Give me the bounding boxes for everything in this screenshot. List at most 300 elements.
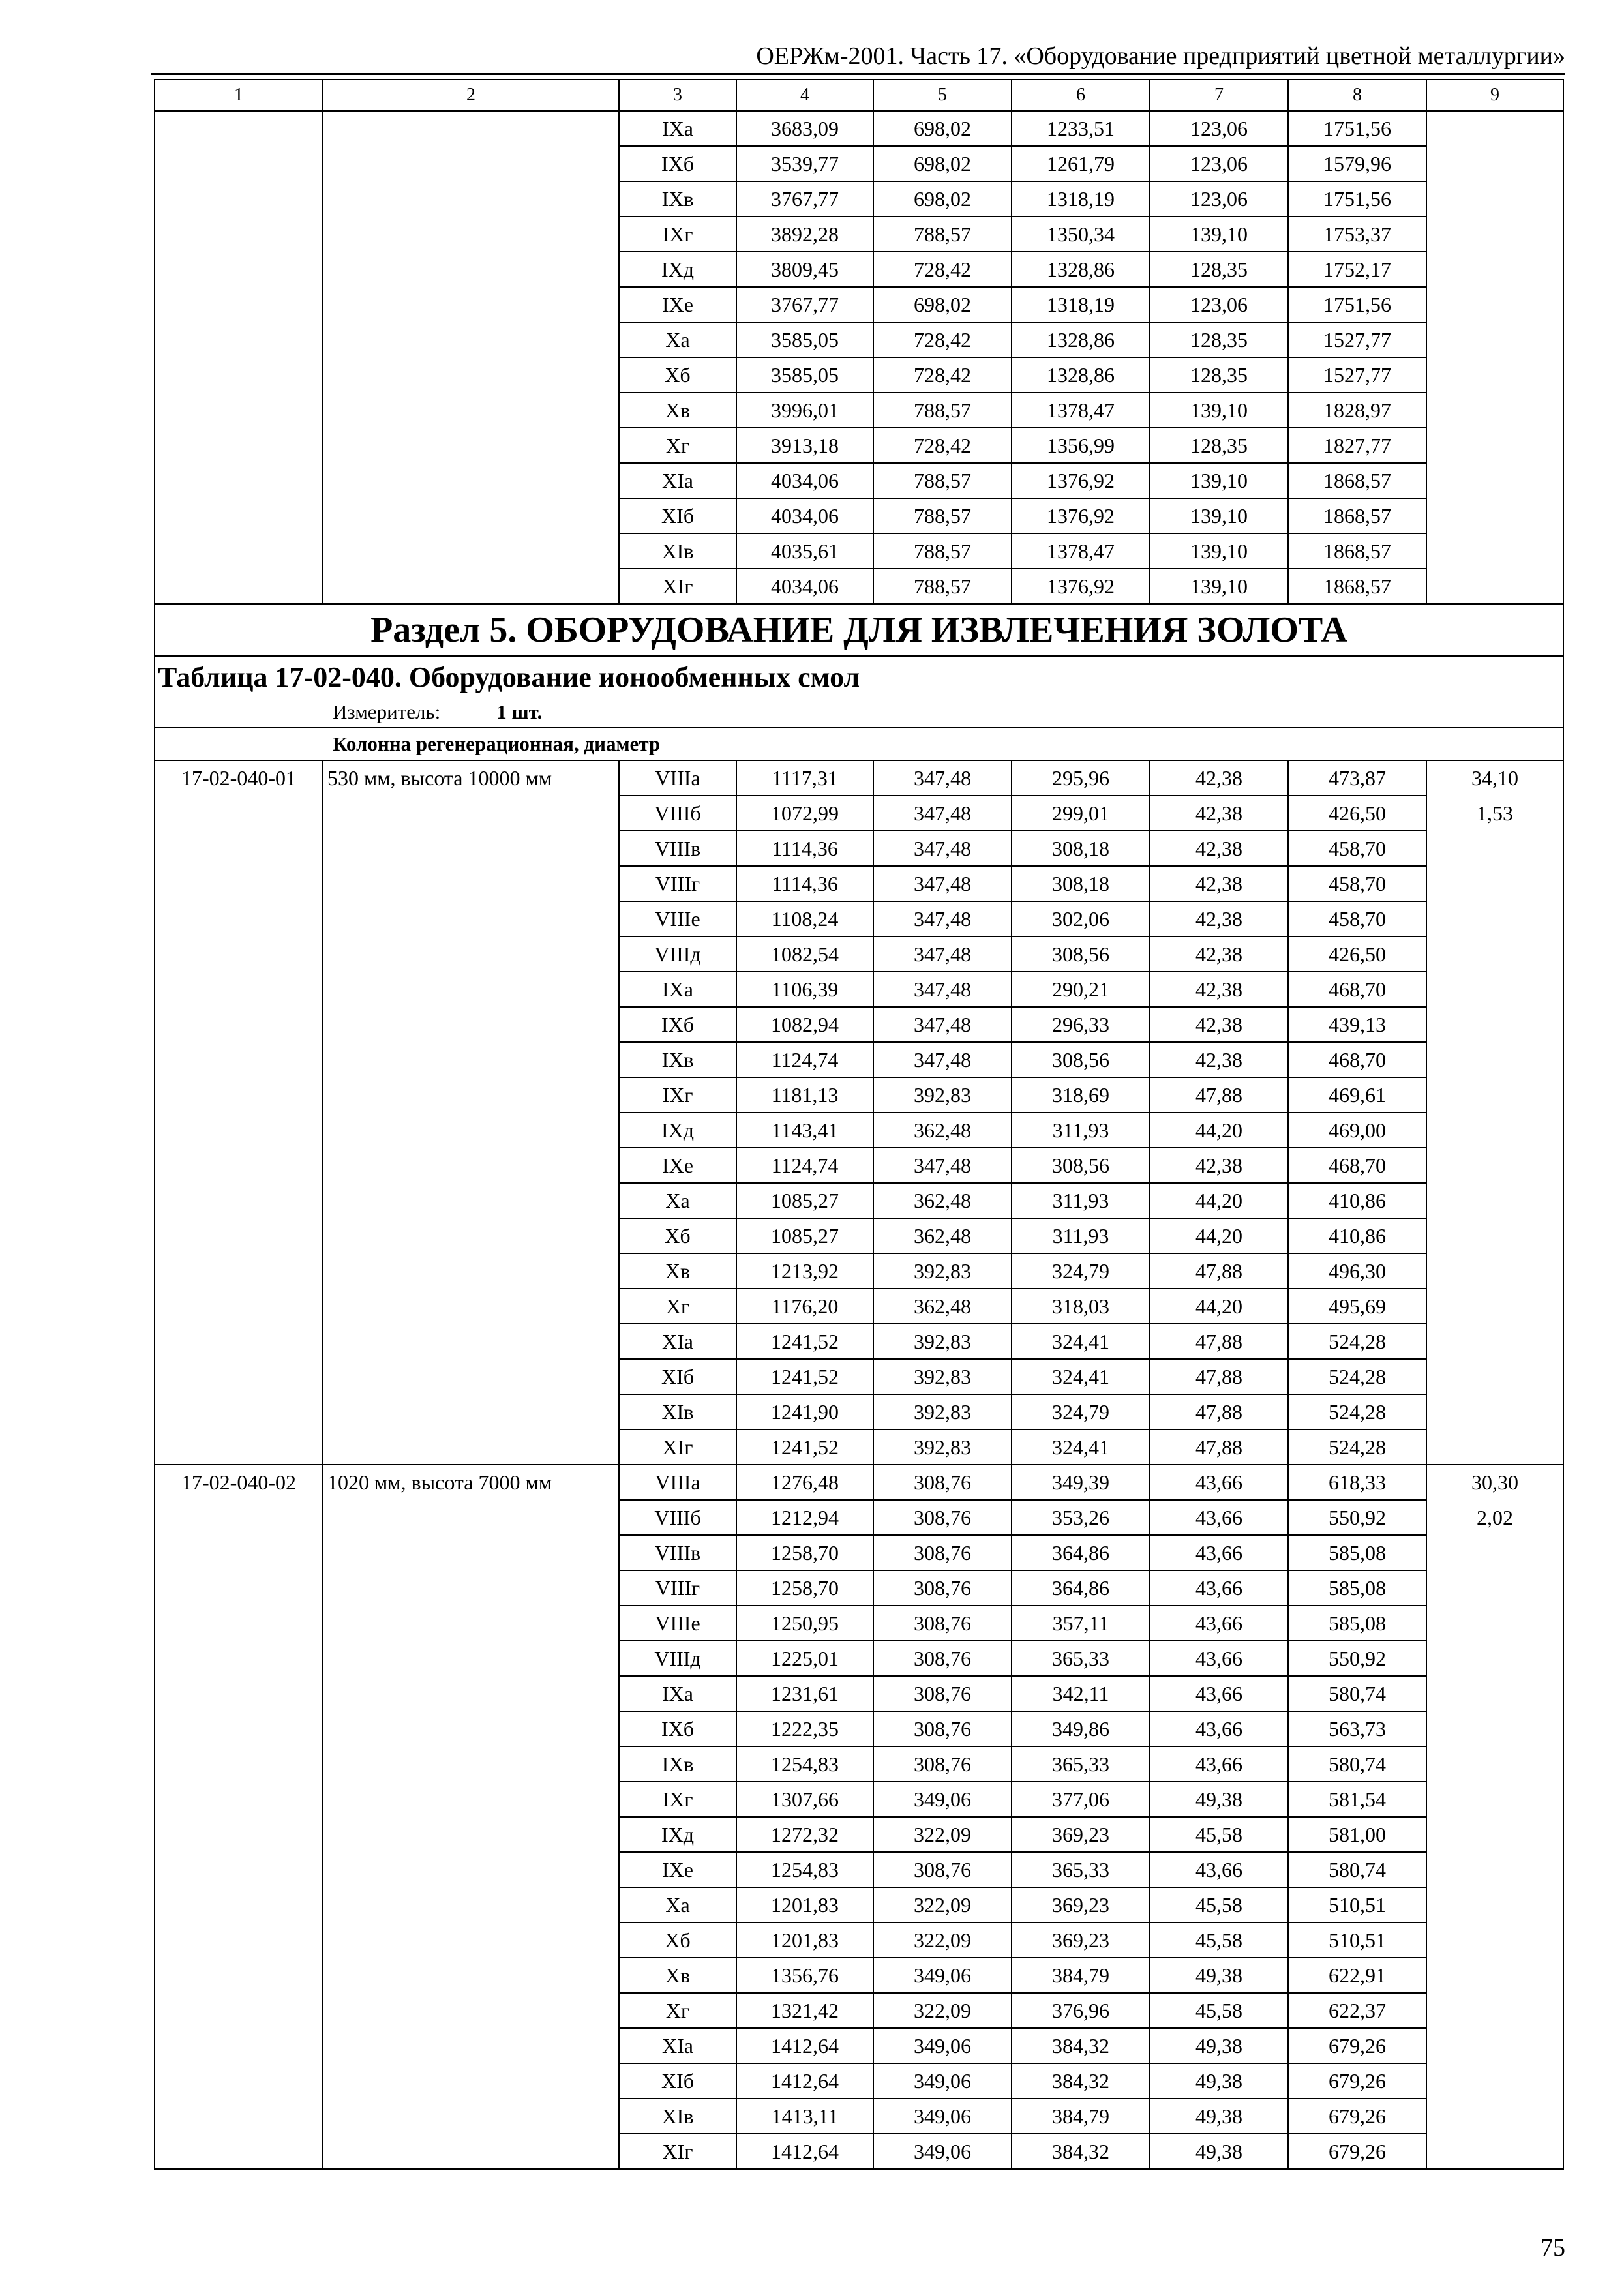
code-cell [155,1500,323,1535]
cost-cell: 1261,79 [1012,146,1150,181]
table-row [155,936,1563,972]
cost-cell: 47,88 [1150,1359,1288,1394]
cost-cell: 349,06 [873,1782,1012,1817]
zone-cell: Xг [619,1289,736,1324]
extra-cell [1426,1218,1563,1253]
extra-cell [1426,322,1563,357]
extra-cell [1426,428,1563,463]
cost-cell: 1085,27 [736,1183,873,1218]
column-number: 8 [1288,80,1426,111]
extra-cell [1426,1676,1563,1711]
cost-cell: 308,76 [873,1500,1012,1535]
cost-cell: 1258,70 [736,1570,873,1606]
zone-cell: XIв [619,2099,736,2134]
extra-cell [1426,181,1563,217]
name-cell [323,1218,619,1253]
table-row [155,2134,1563,2169]
cost-cell: 49,38 [1150,2099,1288,2134]
cost-cell: 49,38 [1150,2134,1288,2169]
name-cell [323,111,619,146]
cost-cell: 4035,61 [736,533,873,569]
cost-cell: 1868,57 [1288,569,1426,604]
table-row [155,1289,1563,1324]
cost-cell: 362,48 [873,1113,1012,1148]
code-cell [155,1007,323,1042]
code-cell [155,393,323,428]
cost-cell: 550,92 [1288,1641,1426,1676]
cost-cell: 342,11 [1012,1676,1150,1711]
extra-cell [1426,1042,1563,1077]
cost-cell: 1108,24 [736,901,873,936]
cost-cell: 308,76 [873,1711,1012,1746]
cost-cell: 622,37 [1288,1993,1426,2028]
zone-cell: VIIIв [619,831,736,866]
name-cell [323,357,619,393]
cost-cell: 139,10 [1150,463,1288,498]
cost-cell: 308,56 [1012,1042,1150,1077]
extra-cell [1426,1817,1563,1852]
cost-cell: 43,66 [1150,1465,1288,1500]
cost-cell: 349,06 [873,2134,1012,2169]
extra-cell [1426,1077,1563,1113]
table-row [155,1606,1563,1641]
extra-cell [1426,2028,1563,2063]
cost-cell: 563,73 [1288,1711,1426,1746]
name-cell [323,1782,619,1817]
table-row [155,1641,1563,1676]
cost-cell: 362,48 [873,1183,1012,1218]
code-cell [155,428,323,463]
zone-cell: XIа [619,1324,736,1359]
zone-cell: IXб [619,1711,736,1746]
cost-cell: 139,10 [1150,569,1288,604]
table-row [155,1007,1563,1042]
table-row [155,1394,1563,1429]
cost-cell: 349,06 [873,2099,1012,2134]
name-cell [323,901,619,936]
zone-cell: IXг [619,1077,736,1113]
cost-cell: 1201,83 [736,1922,873,1958]
code-cell [155,2134,323,2169]
name-cell [323,1817,619,1852]
cost-cell: 1376,92 [1012,463,1150,498]
cost-cell: 585,08 [1288,1606,1426,1641]
cost-cell: 1378,47 [1012,533,1150,569]
cost-cell: 1318,19 [1012,287,1150,322]
name-cell [323,1324,619,1359]
name-cell [323,1007,619,1042]
cost-cell: 1106,39 [736,972,873,1007]
table-row [155,1253,1563,1289]
cost-cell: 349,39 [1012,1465,1150,1500]
cost-cell: 42,38 [1150,1007,1288,1042]
extra-cell [1426,1782,1563,1817]
cost-cell: 308,76 [873,1570,1012,1606]
code-cell [155,1113,323,1148]
name-cell [323,831,619,866]
code-cell [155,901,323,936]
cost-cell: 510,51 [1288,1922,1426,1958]
cost-cell: 322,09 [873,1993,1012,2028]
name-cell [323,1359,619,1394]
column-number-row [155,80,1563,111]
extra-cell [1426,1113,1563,1148]
cost-cell: 580,74 [1288,1746,1426,1782]
cost-cell: 788,57 [873,533,1012,569]
cost-cell: 1318,19 [1012,181,1150,217]
cost-cell: 788,57 [873,217,1012,252]
cost-cell: 1250,95 [736,1606,873,1641]
table-row [155,831,1563,866]
cost-cell: 524,28 [1288,1394,1426,1429]
cost-cell: 698,02 [873,146,1012,181]
cost-cell: 347,48 [873,901,1012,936]
cost-cell: 679,26 [1288,2063,1426,2099]
extra-cell: 2,02 [1426,1500,1563,1535]
name-cell [323,463,619,498]
cost-cell: 458,70 [1288,901,1426,936]
cost-cell: 1241,90 [736,1394,873,1429]
cost-cell: 4034,06 [736,569,873,604]
cost-cell: 42,38 [1150,1148,1288,1183]
cost-cell: 123,06 [1150,287,1288,322]
cost-cell: 47,88 [1150,1253,1288,1289]
cost-cell: 139,10 [1150,533,1288,569]
code-cell [155,1606,323,1641]
cost-cell: 510,51 [1288,1887,1426,1922]
cost-cell: 1085,27 [736,1218,873,1253]
table-row [155,217,1563,252]
cost-cell: 47,88 [1150,1394,1288,1429]
cost-cell: 524,28 [1288,1324,1426,1359]
running-header: ОЕРЖм-2001. Часть 17. «Оборудование предприятий цветной металлургии» [756,42,1565,70]
zone-cell: VIIIе [619,901,736,936]
code-cell [155,146,323,181]
cost-cell: 585,08 [1288,1535,1426,1570]
cost-cell: 3585,05 [736,357,873,393]
cost-cell: 365,33 [1012,1852,1150,1887]
name-cell [323,2134,619,2169]
cost-cell: 362,48 [873,1289,1012,1324]
cost-cell: 1868,57 [1288,498,1426,533]
cost-cell: 1143,41 [736,1113,873,1148]
code-cell [155,796,323,831]
cost-cell: 290,21 [1012,972,1150,1007]
cost-cell: 1412,64 [736,2028,873,2063]
table-row [155,1324,1563,1359]
extra-cell [1426,1394,1563,1429]
table-row [155,252,1563,287]
page-number: 75 [1541,2234,1565,2262]
cost-cell: 47,88 [1150,1324,1288,1359]
cost-cell: 468,70 [1288,1042,1426,1077]
code-cell: 17-02-040-01 [155,760,323,796]
extra-cell [1426,1852,1563,1887]
zone-cell: XIб [619,2063,736,2099]
cost-cell: 347,48 [873,760,1012,796]
cost-cell: 1579,96 [1288,146,1426,181]
cost-cell: 1827,77 [1288,428,1426,463]
cost-cell: 1321,42 [736,1993,873,2028]
cost-cell: 49,38 [1150,1958,1288,1993]
cost-cell: 469,00 [1288,1113,1426,1148]
cost-cell: 392,83 [873,1324,1012,1359]
cost-cell: 469,61 [1288,1077,1426,1113]
cost-cell: 392,83 [873,1394,1012,1429]
cost-cell: 123,06 [1150,146,1288,181]
table-row [155,1359,1563,1394]
cost-cell: 308,76 [873,1676,1012,1711]
zone-cell: Xб [619,1218,736,1253]
cost-cell: 392,83 [873,1253,1012,1289]
cost-cell: 1276,48 [736,1465,873,1500]
cost-cell: 324,79 [1012,1253,1150,1289]
cost-cell: 43,66 [1150,1746,1288,1782]
column-number: 1 [155,80,323,111]
cost-cell: 44,20 [1150,1289,1288,1324]
measure-cell [155,697,1563,728]
cost-cell: 3767,77 [736,287,873,322]
table-row [155,146,1563,181]
cost-cell: 45,58 [1150,1817,1288,1852]
extra-cell [1426,1289,1563,1324]
name-cell [323,1289,619,1324]
section-row [155,604,1563,656]
name-cell [323,1535,619,1570]
cost-cell: 49,38 [1150,2028,1288,2063]
cost-cell: 1356,99 [1012,428,1150,463]
table-row [155,1711,1563,1746]
extra-cell [1426,1922,1563,1958]
name-cell [323,393,619,428]
cost-cell: 322,09 [873,1922,1012,1958]
code-cell [155,357,323,393]
cost-cell: 308,56 [1012,936,1150,972]
table-row [155,1500,1563,1535]
cost-cell: 364,86 [1012,1535,1150,1570]
zone-cell: VIIIа [619,760,736,796]
zone-cell: Xг [619,428,736,463]
cost-cell: 128,35 [1150,322,1288,357]
column-number: 4 [736,80,873,111]
extra-cell: 34,10 [1426,760,1563,796]
zone-cell: XIб [619,498,736,533]
name-cell [323,322,619,357]
extra-cell [1426,1887,1563,1922]
cost-cell: 1527,77 [1288,322,1426,357]
code-cell [155,1394,323,1429]
table-row [155,866,1563,901]
cost-cell: 1751,56 [1288,287,1426,322]
name-cell [323,1429,619,1465]
rates-table [154,79,1564,2170]
table-row [155,498,1563,533]
zone-cell: Xб [619,357,736,393]
zone-cell: Xа [619,1887,736,1922]
cost-cell: 581,00 [1288,1817,1426,1852]
zone-cell: IXг [619,1782,736,1817]
table-row [155,1429,1563,1465]
zone-cell: IXа [619,1676,736,1711]
cost-cell: 42,38 [1150,972,1288,1007]
name-cell [323,1570,619,1606]
cost-cell: 3767,77 [736,181,873,217]
zone-cell: Xб [619,1922,736,1958]
code-cell [155,1359,323,1394]
table-row [155,1676,1563,1711]
cost-cell: 788,57 [873,498,1012,533]
extra-cell [1426,831,1563,866]
code-cell [155,252,323,287]
extra-cell [1426,357,1563,393]
zone-cell: VIIIе [619,1606,736,1641]
cost-cell: 679,26 [1288,2134,1426,2169]
extra-cell: 1,53 [1426,796,1563,831]
table-row [155,1042,1563,1077]
measure-label: Измеритель: [333,700,441,723]
zone-cell: VIIIб [619,796,736,831]
cost-cell: 1233,51 [1012,111,1150,146]
cost-cell: 384,32 [1012,2063,1150,2099]
cost-cell: 43,66 [1150,1852,1288,1887]
name-cell [323,1958,619,1993]
cost-cell: 1124,74 [736,1042,873,1077]
cost-cell: 3996,01 [736,393,873,428]
extra-cell [1426,1958,1563,1993]
cost-cell: 44,20 [1150,1183,1288,1218]
table-row [155,1852,1563,1887]
cost-cell: 324,41 [1012,1324,1150,1359]
extra-cell [1426,287,1563,322]
zone-cell: XIв [619,1394,736,1429]
name-cell [323,1922,619,1958]
extra-cell [1426,1641,1563,1676]
table-row [155,322,1563,357]
cost-cell: 357,11 [1012,1606,1150,1641]
cost-cell: 1072,99 [736,796,873,831]
cost-cell: 581,54 [1288,1782,1426,1817]
cost-cell: 3913,18 [736,428,873,463]
table-row [155,1922,1563,1958]
cost-cell: 4034,06 [736,498,873,533]
cost-cell: 347,48 [873,1042,1012,1077]
cost-cell: 3683,09 [736,111,873,146]
cost-cell: 1868,57 [1288,463,1426,498]
code-cell: 17-02-040-02 [155,1465,323,1500]
code-cell [155,866,323,901]
cost-cell: 353,26 [1012,1500,1150,1535]
zone-cell: IXд [619,1817,736,1852]
extra-cell [1426,1429,1563,1465]
zone-cell: IXе [619,1852,736,1887]
measure-value: 1 шт. [496,700,543,723]
name-cell [323,1641,619,1676]
cost-cell: 679,26 [1288,2099,1426,2134]
cost-cell: 1241,52 [736,1324,873,1359]
code-cell [155,1077,323,1113]
table-row [155,463,1563,498]
table-row [155,1958,1563,1993]
code-cell [155,463,323,498]
code-cell [155,1958,323,1993]
cost-cell: 308,76 [873,1746,1012,1782]
cost-cell: 47,88 [1150,1429,1288,1465]
cost-cell: 43,66 [1150,1535,1288,1570]
cost-cell: 347,48 [873,831,1012,866]
cost-cell: 308,18 [1012,831,1150,866]
zone-cell: IXе [619,1148,736,1183]
zone-cell: XIг [619,1429,736,1465]
extra-cell [1426,569,1563,604]
cost-cell: 622,91 [1288,1958,1426,1993]
cost-cell: 524,28 [1288,1429,1426,1465]
code-cell [155,217,323,252]
extra-cell [1426,1359,1563,1394]
table-row [155,569,1563,604]
extra-cell [1426,901,1563,936]
zone-cell: VIIIв [619,1535,736,1570]
subheading: Колонна регенерационная, диаметр [155,728,1563,760]
cost-cell: 324,79 [1012,1394,1150,1429]
code-cell [155,972,323,1007]
name-cell [323,533,619,569]
zone-cell: VIIIд [619,1641,736,1676]
cost-cell: 349,06 [873,1958,1012,1993]
cost-cell: 1117,31 [736,760,873,796]
cost-cell: 139,10 [1150,393,1288,428]
name-cell [323,796,619,831]
extra-cell [1426,936,1563,972]
cost-cell: 1527,77 [1288,357,1426,393]
table-row [155,2063,1563,2099]
cost-cell: 128,35 [1150,357,1288,393]
zone-cell: VIIIг [619,1570,736,1606]
cost-cell: 698,02 [873,111,1012,146]
extra-cell [1426,393,1563,428]
cost-cell: 1751,56 [1288,111,1426,146]
cost-cell: 369,23 [1012,1887,1150,1922]
zone-cell: Xа [619,322,736,357]
code-cell [155,1148,323,1183]
extra-cell [1426,1711,1563,1746]
name-cell [323,866,619,901]
zone-cell: IXд [619,1113,736,1148]
zone-cell: IXб [619,146,736,181]
cost-cell: 618,33 [1288,1465,1426,1500]
zone-cell: IXв [619,181,736,217]
extra-cell [1426,1606,1563,1641]
cost-cell: 139,10 [1150,498,1288,533]
zone-cell: Xг [619,1993,736,2028]
cost-cell: 296,33 [1012,1007,1150,1042]
extra-cell [1426,1148,1563,1183]
extra-cell [1426,146,1563,181]
cost-cell: 1181,13 [736,1077,873,1113]
extra-cell [1426,2134,1563,2169]
cost-cell: 42,38 [1150,936,1288,972]
cost-cell: 347,48 [873,866,1012,901]
table-row [155,393,1563,428]
cost-cell: 1222,35 [736,1711,873,1746]
table-row [155,1465,1563,1500]
extra-cell: 30,30 [1426,1465,1563,1500]
cost-cell: 49,38 [1150,2063,1288,2099]
cost-cell: 384,79 [1012,2099,1150,2134]
code-cell [155,1535,323,1570]
code-cell [155,1570,323,1606]
cost-cell: 1201,83 [736,1887,873,1922]
code-cell [155,1429,323,1465]
